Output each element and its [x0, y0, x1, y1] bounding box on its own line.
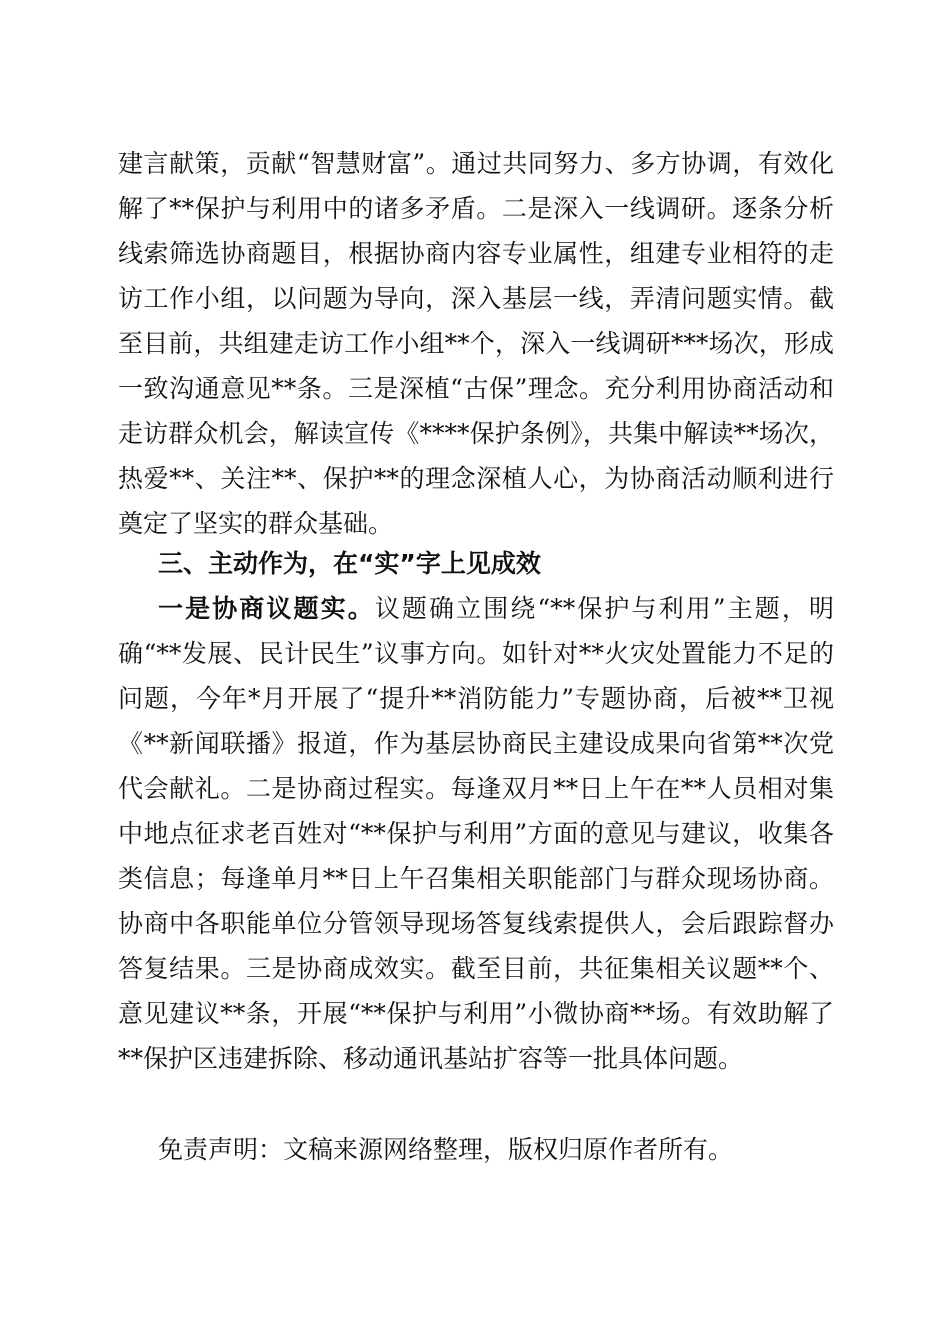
- paragraph-lead: 一是协商议题实。: [158, 594, 375, 623]
- section-heading: 三、主动作为，在“实”字上见成效: [158, 549, 541, 578]
- disclaimer: 免责声明：文稿来源网络整理，版权归原作者所有。: [158, 1135, 734, 1164]
- body-paragraph: 建言献策，贡献“智慧财富”。通过共同努力、多方协调，有效化解了**保护与利用中的诸多矛盾。二是深入一线调研。逐条分析线索筛选协商题目，根据协商内容专业属性，组建专业相符的走访工作小组，以问题为导向，深入基层一线，弄清问题实情。截至目前，共组建走访工作小组**个，深入一线调研***场次，形成一致沟通意见**条。三是深植“古保”理念。充分利用协商活动和走访群众机会，解读宣传《****保护条例》，共集中解读**场次，热爱**、关注**、保护**的理念深植人心，为协商活动顺利进行奠定了坚实的群众基础。: [118, 149, 834, 538]
- body-paragraph: [118, 586, 834, 1081]
- paragraph-text: 议题确立围绕“**保护与利用”主题，明确“**发展、民计民生”议事方向。如针对**火灾处置能力不足的问题，今年*月开展了“提升**消防能力”专题协商，后被**卫视《**新闻联播》报道，作为基层协商民主建设成果向省第**次党代会献礼。二是协商过程实。每逢双月**日上午在**人员相对集中地点征求老百姓对“**保护与利用”方面的意见与建议，收集各类信息；每逢单月**日上午召集相关职能部门与群众现场协商。协商中各职能单位分管领导现场答复线索提供人，会后跟踪督办答复结果。三是协商成效实。截至目前，共征集相关议题**个、意见建议**条，开展“**保护与利用”小微协商**场。有效助解了**保护区违建拆除、移动通讯基站扩容等一批具体问题。: [118, 594, 834, 1073]
